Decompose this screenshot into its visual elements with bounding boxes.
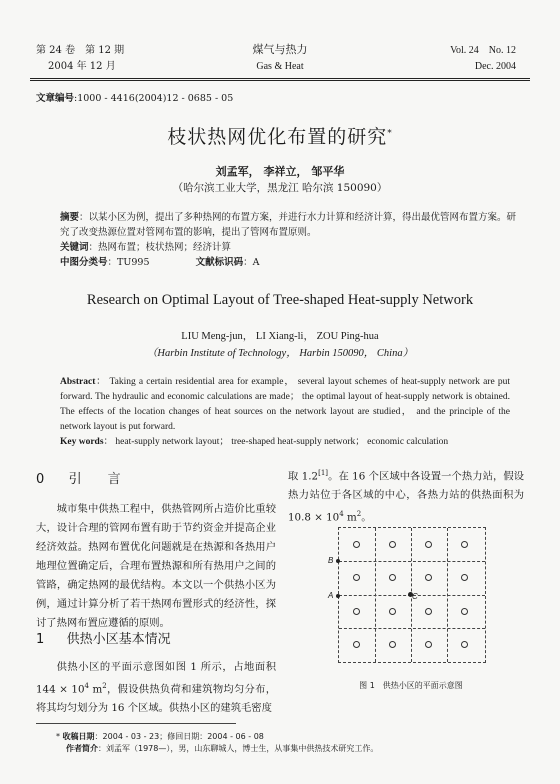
heat-station-marker — [425, 641, 432, 648]
heat-station-marker — [461, 574, 468, 581]
keywords-zh — [60, 240, 520, 255]
footnote-bullet: * — [56, 732, 60, 741]
label-b: B — [328, 556, 334, 565]
header-rule-bottom — [30, 80, 530, 81]
right-sup-b: 2 — [356, 510, 362, 519]
article-number — [36, 90, 233, 104]
heat-station-marker — [353, 641, 360, 648]
heat-station-marker — [353, 541, 360, 548]
footnote-rule — [36, 723, 236, 724]
intro-paragraph: 城市集中供热工程中，供热管网所占造价比重较大，设计合理的管网布置有助于节约资金并提高企业经济效益。热网布置优化问题就是在热源和各热用户地理位置确定后，合理布置热源和所有热用户之间的管路，确定热网的最优结构。本文以一个供热小区为例，通过计算分析了若干热网布置形式的经济性，探讨了热网布置应遵循的原则。 — [36, 503, 276, 629]
section-1-text-b: ，假设供热负荷和建筑物均匀分布，将其均匀划分为 16 个区域。供热小区的建筑毛密度 — [36, 683, 277, 715]
journal-volume: 第 24 卷 第 12 期 — [36, 45, 125, 56]
journal-date: 2004 年 12 月 — [48, 61, 116, 72]
section-1-paragraph — [36, 658, 276, 718]
authors-en: LIU Meng-jun， LI Xiang-li， ZOU Ping-hua — [181, 331, 379, 342]
keywords-zh-text: ：热网布置；枝状热网；经济计算 — [88, 242, 232, 253]
heat-station-marker — [461, 641, 468, 648]
journal-date-en: Dec. 2004 — [474, 61, 516, 72]
heat-station-marker — [353, 574, 360, 581]
footnote-received — [56, 731, 264, 743]
section-1-sup-b: 2 — [102, 682, 107, 690]
right-column-paragraph — [288, 464, 524, 528]
right-sup-a: 4 — [339, 510, 344, 519]
footnote-bio-label: 作者简介 — [66, 744, 98, 753]
header-rule-top — [30, 78, 530, 79]
heat-source-a-point — [336, 594, 340, 598]
keywords-en — [60, 435, 510, 450]
heat-station-marker — [425, 541, 432, 548]
authors-zh: 刘孟军， 李祥立， 邹平华 — [215, 165, 345, 178]
heat-station-marker — [461, 608, 468, 615]
section-1-text-a: 供热小区的平面示意图如图 1 所示，占地面积 144 × 10 — [36, 661, 276, 696]
right-unit: m — [343, 511, 357, 524]
section-0-heading — [36, 468, 121, 487]
affiliation-zh: （哈尔滨工业大学，黑龙江 哈尔滨 150090） — [172, 182, 388, 194]
article-number-value: :1000 - 4416(2004)12 - 0685 - 05 — [74, 93, 234, 104]
footnote-received-label: 收稿日期 — [62, 732, 95, 741]
abstract-en — [60, 375, 510, 435]
heat-station-marker — [461, 541, 468, 548]
heat-station-marker — [389, 574, 396, 581]
footnote-bio-text: ：刘孟军（1978—），男，山东聊城人，博士生，从事集中供热技术研究工作。 — [98, 744, 379, 753]
abstract-zh-label: 摘要 — [60, 212, 80, 223]
clc-value: ：TU995 — [107, 257, 150, 268]
heat-station-marker — [389, 608, 396, 615]
heat-station-marker — [353, 608, 360, 615]
title-zh — [0, 122, 560, 149]
keywords-en-text: ： heat-supply network layout； tree-shaped heat-supply network； economic calculation — [103, 437, 449, 447]
figure-1-caption: 图 1 供热小区的平面示意图 — [359, 681, 463, 690]
classification-line — [60, 255, 520, 270]
section-0-number: 0 — [36, 472, 45, 487]
clc-label: 中图分类号 — [60, 257, 108, 268]
keywords-en-label: Key words — [60, 437, 104, 447]
footnote-received-text: ：2004 - 03 - 23；修回日期：2004 - 06 - 08 — [94, 732, 264, 741]
abstract-en-block — [60, 375, 510, 450]
grid-line — [339, 628, 485, 629]
label-a: A — [328, 591, 334, 600]
title-footnote-mark: * — [387, 128, 393, 139]
section-0-title: 引 言 — [68, 472, 121, 487]
journal-name-zh: 煤气与热力 — [252, 43, 308, 56]
heat-station-marker — [389, 541, 396, 548]
journal-volume-en: Vol. 24 No. 12 — [450, 45, 516, 56]
citation-ref: [1] — [318, 469, 329, 477]
section-1-unit: m — [88, 683, 103, 696]
abstract-zh-text: ：以某小区为例，提出了多种热网的布置方案，并进行水力计算和经济计算，得出最优管网布置方案。研究了改变热源位置对管网布置的影响，提出了管网布置原则。 — [60, 212, 517, 238]
title-zh-text: 枝状热网优化布置的研究 — [167, 126, 388, 148]
section-1-heading — [36, 628, 171, 647]
title-en: Research on Optimal Layout of Tree-shaped Heat-supply Network — [86, 292, 474, 308]
right-text-a: 取 1.2 — [288, 470, 319, 483]
doc-code-value: ：A — [243, 257, 260, 268]
keywords-zh-label: 关键词 — [60, 242, 89, 253]
section-1-number: 1 — [36, 632, 45, 647]
abstract-en-label: Abstract — [60, 377, 96, 387]
section-1-sup-a: 4 — [84, 682, 89, 690]
heat-station-marker — [425, 608, 432, 615]
footnote-author-bio — [66, 743, 378, 755]
abstract-zh — [60, 210, 520, 240]
heat-source-b-point — [336, 559, 340, 563]
doc-code-label: 文献标识码 — [195, 257, 244, 268]
right-text-end: 。 — [361, 511, 372, 524]
label-c: C — [412, 592, 418, 601]
heat-station-marker — [389, 641, 396, 648]
affiliation-en: （Harbin Institute of Technology， Harbin 150090， China） — [146, 348, 414, 359]
abstract-en-text: ： Taking a certain residential area for example， several layout schemes of heat-supply network are put forward. The hydraulic and economic calculations are made； the optimal layout of heat-supply network is obtained. The effects of the location changes of heat sources on the network layout are studied， and the principle of the network layout is put forward. — [60, 377, 510, 432]
section-1-title: 供热小区基本情况 — [66, 632, 171, 647]
grid-line — [339, 561, 485, 562]
heat-station-marker — [425, 574, 432, 581]
journal-name-en: Gas & Heat — [256, 61, 304, 72]
abstract-zh-block — [60, 210, 520, 270]
right-text-b: 。在 16 个区域中各设置一个热力站，假设热力站位于各区域的中心，各热力站的供热面积为 10.8 × 10 — [288, 470, 524, 524]
article-number-label: 文章编号 — [36, 93, 75, 104]
figure-1-site-plan — [338, 527, 486, 663]
